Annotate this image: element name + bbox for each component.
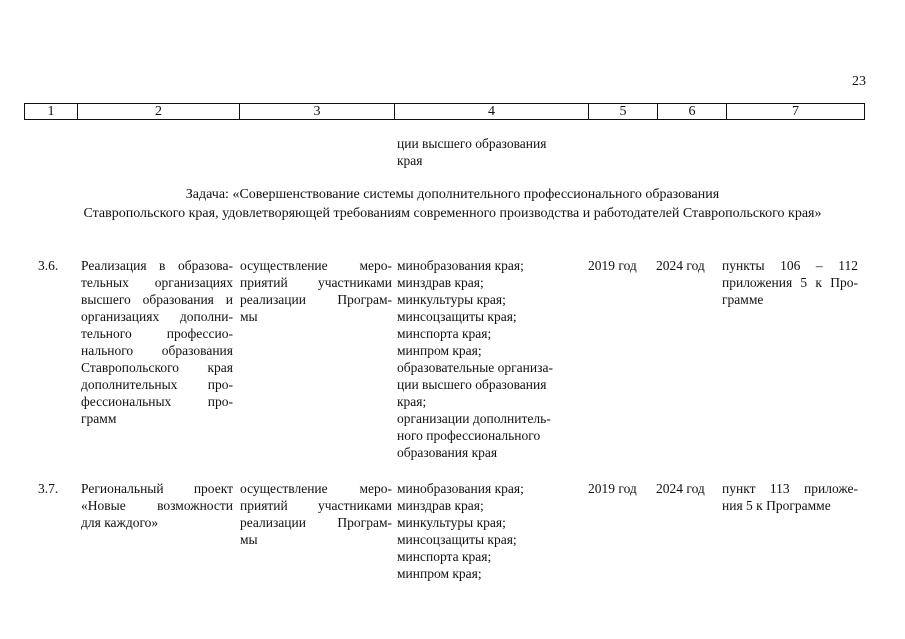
- text-line: ции высшего образования: [397, 136, 547, 151]
- text-line: дополнительных про-: [81, 377, 233, 392]
- column-number: 5: [589, 104, 658, 120]
- text-line: минсоцзащиты края;: [397, 309, 517, 324]
- page-number: 23: [852, 74, 866, 89]
- text-line: ния 5 к Программе: [722, 498, 831, 513]
- text-line: Региональный проект: [81, 481, 233, 496]
- column-number: 1: [25, 104, 78, 120]
- task-heading: [20, 185, 885, 223]
- column-number: 7: [727, 104, 865, 120]
- text-line: грамме: [722, 292, 764, 307]
- continuation-text: [397, 135, 577, 169]
- measure-name: [81, 480, 233, 531]
- text-line: реализации Програм-: [240, 292, 392, 307]
- text-line: реализации Програм-: [240, 515, 392, 530]
- text-line: мы: [240, 309, 258, 324]
- column-number: 2: [78, 104, 240, 120]
- text-line: минсоцзащиты края;: [397, 532, 517, 547]
- start-year: 2019 год: [588, 481, 637, 496]
- text-line: приятий участниками: [240, 498, 392, 513]
- text-line: приятий участниками: [240, 275, 392, 290]
- row-number: 3.6.: [38, 258, 59, 273]
- text-line: края: [397, 153, 423, 168]
- text-line: осуществление меро-: [240, 481, 392, 496]
- text-line: организации дополнитель-: [397, 411, 551, 426]
- start-year: 2019 год: [588, 258, 637, 273]
- text-line: минкультуры края;: [397, 292, 506, 307]
- executors-list: [397, 257, 577, 461]
- column-number-row: [25, 104, 865, 120]
- text-line: тельных организациях: [81, 275, 233, 290]
- text-line: Реализация в образова-: [81, 258, 233, 273]
- text-line: минспорта края;: [397, 549, 492, 564]
- text-line: минобразования края;: [397, 481, 524, 496]
- text-line: ного профессионального: [397, 428, 541, 443]
- row-number: 3.7.: [38, 481, 59, 496]
- end-year: 2024 год: [656, 258, 705, 273]
- text-line: минспорта края;: [397, 326, 492, 341]
- text-line: образования края: [397, 445, 498, 460]
- task-line: Ставропольского края, удовлетворяющей требованиям современного производства и работодателей Ставропольского края»: [83, 206, 822, 221]
- text-line: образовательные организа-: [397, 360, 553, 375]
- text-line: минобразования края;: [397, 258, 524, 273]
- text-line: мы: [240, 532, 258, 547]
- task-line: Задача: «Совершенствование системы дополнительного профессионального образования: [185, 187, 720, 202]
- column-header-table: [24, 103, 865, 120]
- column-number: 3: [240, 104, 395, 120]
- measure-name: [81, 257, 233, 427]
- executors-list: [397, 480, 577, 582]
- text-line: края;: [397, 394, 427, 409]
- column-number: 6: [658, 104, 727, 120]
- text-line: «Новые возможности: [81, 498, 233, 513]
- action-description: [240, 257, 392, 325]
- text-line: минкультуры края;: [397, 515, 506, 530]
- text-line: пункт 113 приложе-: [722, 481, 858, 496]
- text-line: фессиональных про-: [81, 394, 233, 409]
- result-reference: [722, 257, 858, 308]
- text-line: минпром края;: [397, 566, 482, 581]
- text-line: ции высшего образования: [397, 377, 547, 392]
- text-line: для каждого»: [81, 515, 159, 530]
- text-line: тельного профессио-: [81, 326, 233, 341]
- text-line: приложения 5 к Про-: [722, 275, 858, 290]
- action-description: [240, 480, 392, 548]
- result-reference: [722, 480, 858, 514]
- text-line: пункты 106 – 112: [722, 258, 858, 273]
- text-line: высшего образования и: [81, 292, 233, 307]
- column-number: 4: [395, 104, 589, 120]
- text-line: организациях дополни-: [81, 309, 233, 324]
- end-year: 2024 год: [656, 481, 705, 496]
- text-line: Ставропольского края: [81, 360, 233, 375]
- text-line: грамм: [81, 411, 117, 426]
- text-line: осуществление меро-: [240, 258, 392, 273]
- text-line: минпром края;: [397, 343, 482, 358]
- text-line: нального образования: [81, 343, 233, 358]
- text-line: минздрав края;: [397, 498, 484, 513]
- text-line: минздрав края;: [397, 275, 484, 290]
